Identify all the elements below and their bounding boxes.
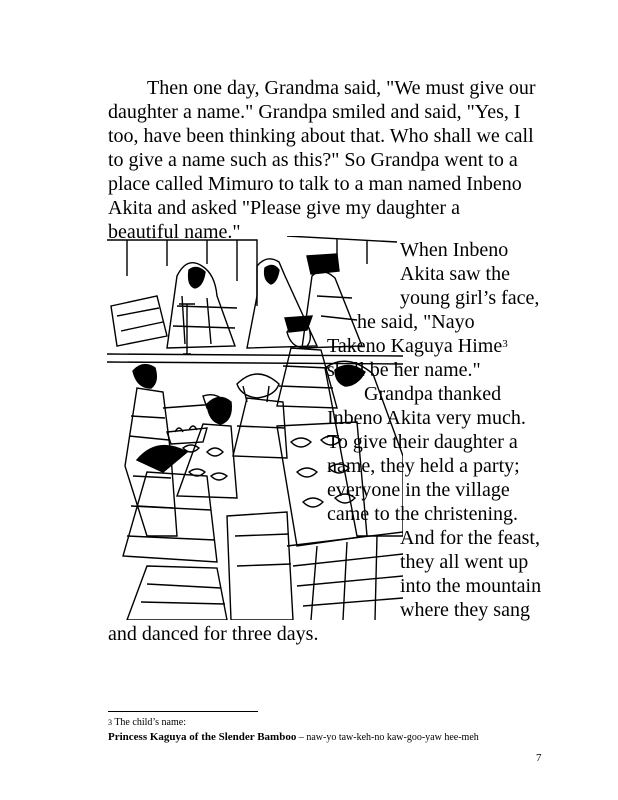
- story-line: shall be her name.": [327, 359, 481, 381]
- story-line: Then one day, Grandma said, "We must give our: [147, 77, 536, 99]
- story-line-text: Takeno Kaguya Hime: [327, 335, 503, 357]
- story-line: everyone in the village: [327, 479, 510, 501]
- footnote-label-text: The child’s name:: [114, 717, 186, 728]
- footnote-divider: [108, 711, 258, 712]
- story-line: young girl’s face,: [400, 287, 540, 309]
- story-line: Grandpa thanked: [364, 383, 502, 405]
- story-line: Akita saw the: [400, 263, 510, 285]
- story-line: To give their daughter a: [327, 431, 518, 453]
- story-line: came to the christening.: [327, 503, 519, 525]
- footnote-number: 3: [108, 718, 112, 727]
- story-line: daughter a name." Grandpa smiled and said, "Yes, I: [108, 101, 521, 123]
- page-number: 7: [536, 752, 542, 764]
- footnote-ref: 3: [502, 338, 508, 350]
- story-line: he said, "Nayo: [357, 311, 475, 333]
- story-line: Inbeno Akita very much.: [327, 407, 526, 429]
- story-line: When Inbeno: [400, 239, 509, 261]
- footnote-title: Princess Kaguya of the Slender Bamboo: [108, 731, 297, 743]
- story-line: And for the feast,: [400, 527, 540, 549]
- story-line: [327, 334, 508, 358]
- story-line: too, have been thinking about that. Who shall we call: [108, 125, 534, 147]
- footnote-pronunciation: – naw-yo taw-keh-no kaw-goo-yaw hee-meh: [298, 732, 479, 743]
- story-line: and danced for three days.: [108, 623, 319, 645]
- story-line: beautiful name.": [108, 221, 241, 243]
- story-line: they all went up: [400, 551, 529, 573]
- story-line: place called Mimuro to talk to a man named Inbeno: [108, 173, 522, 195]
- story-line: where they sang: [400, 599, 530, 621]
- footnote-body: [108, 731, 479, 744]
- story-line: to give a name such as this?" So Grandpa went to a: [108, 149, 518, 171]
- story-line: name, they held a party;: [327, 455, 520, 477]
- footnote-label: [108, 717, 186, 729]
- story-line: into the mountain: [400, 575, 542, 597]
- story-line: Akita and asked "Please give my daughter a: [108, 197, 460, 219]
